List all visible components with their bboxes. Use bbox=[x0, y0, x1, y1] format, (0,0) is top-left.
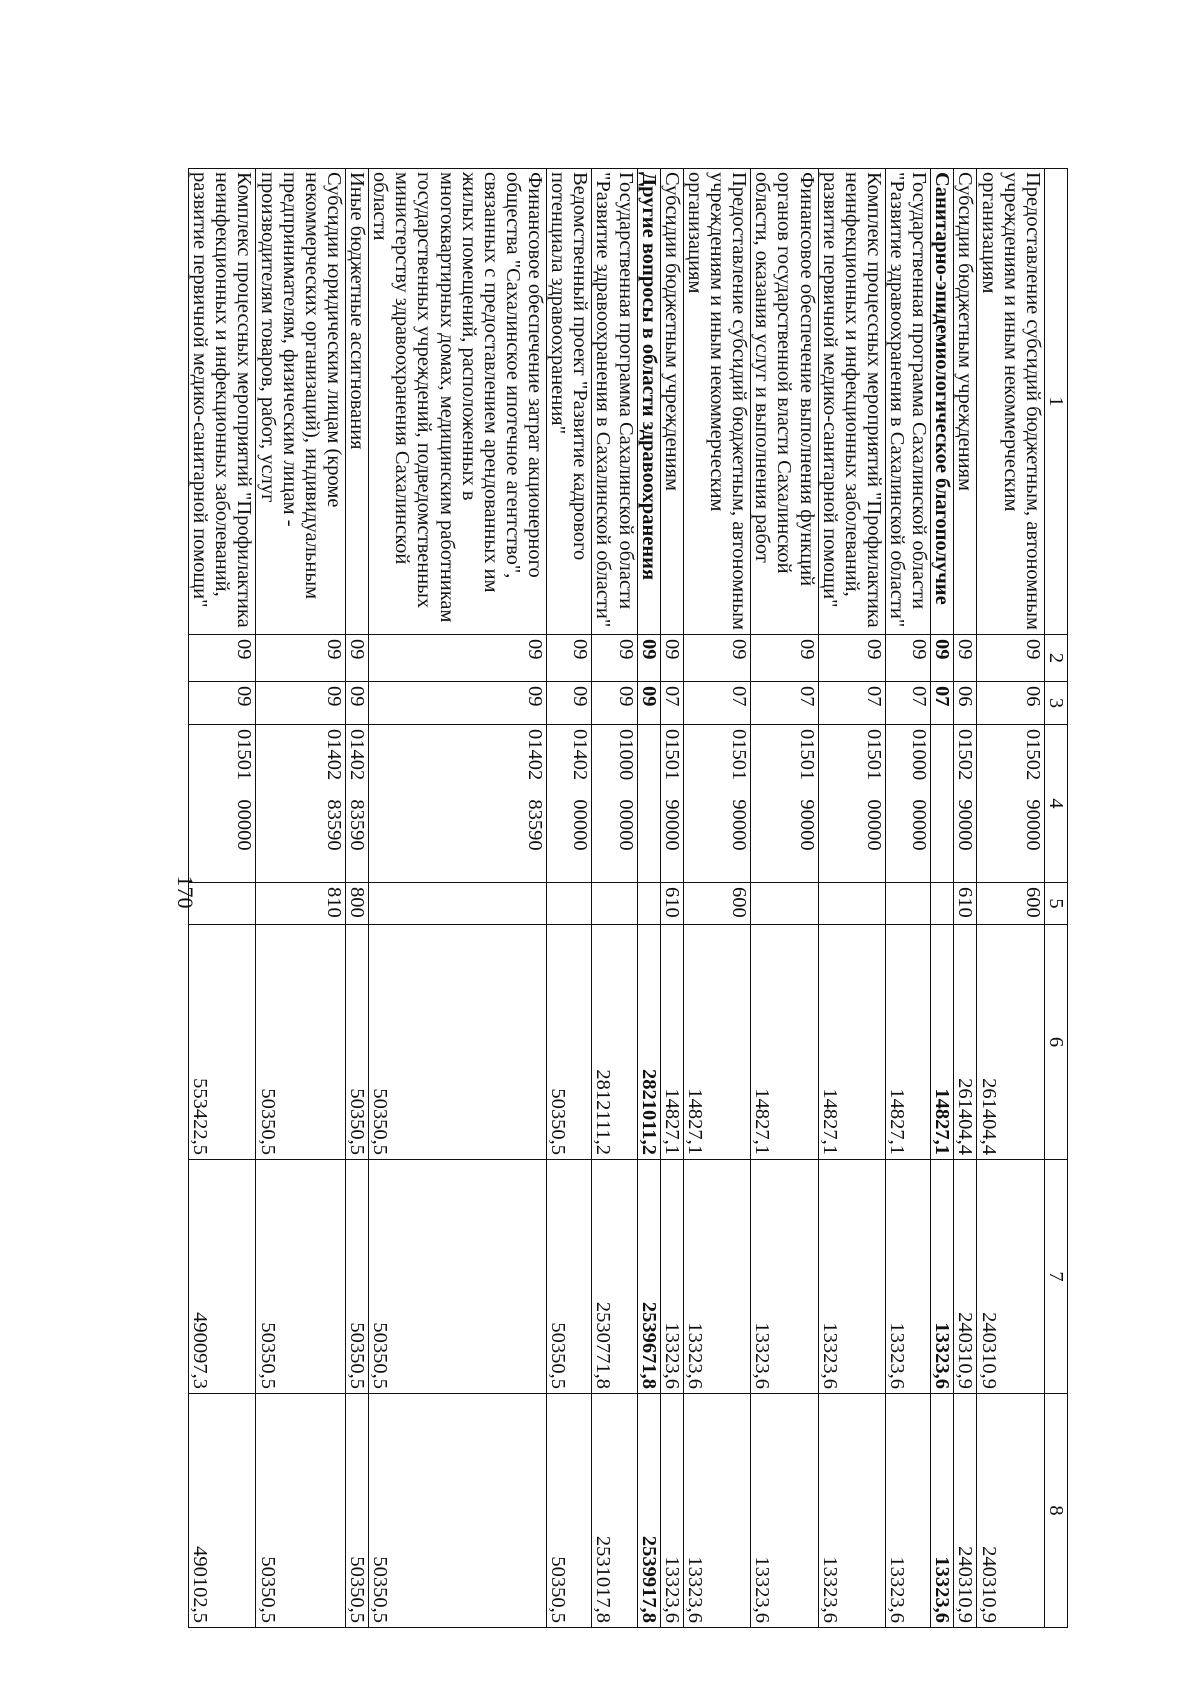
target-article-cell: 01402 83590 bbox=[369, 725, 547, 883]
expense-type-cell: 810 bbox=[256, 883, 346, 925]
page-number: 170 bbox=[173, 875, 198, 909]
row-name-cell: Финансовое обеспечение затрат акционерного общества "Сахалинское ипотечное агентство", связанных с предоставлением арендованных им жилых помещений, расположенных в многоквартирных домах, медицинским работникам государственных учреждений, подведомственных министерству здравоохранения Сахалинской области bbox=[369, 169, 547, 635]
subsection-code-cell: 09 bbox=[189, 682, 256, 725]
expense-type-cell: 610 bbox=[660, 883, 683, 925]
row-name-cell: Субсидии бюджетным учреждениям bbox=[660, 169, 683, 635]
amount-col8-cell: 13323,6 bbox=[660, 1394, 683, 1628]
expense-type-cell: 610 bbox=[954, 883, 977, 925]
amount-col8-cell: 50350,5 bbox=[369, 1394, 547, 1628]
section-code-cell: 09 bbox=[637, 635, 660, 682]
subsection-code-cell: 07 bbox=[886, 682, 931, 725]
column-header-3: 3 bbox=[1044, 682, 1067, 725]
row-name-cell: Комплекс процессных мероприятий "Профилактика неинфекционных и инфекционных заболеваний, развитие первичной медико-санитарной помощи" bbox=[818, 169, 885, 635]
target-article-cell: 01501 90000 bbox=[660, 725, 683, 883]
subsection-code-cell: 07 bbox=[660, 682, 683, 725]
amount-col7-cell: 13323,6 bbox=[751, 1160, 818, 1394]
row-name-cell: Предоставление субсидий бюджетным, автономным учреждениям и иным некоммерческим организациям bbox=[977, 169, 1044, 635]
subsection-code-cell: 07 bbox=[683, 682, 750, 725]
amount-col8-cell: 240310,9 bbox=[954, 1394, 977, 1628]
amount-col6-cell: 2821011,2 bbox=[637, 925, 660, 1160]
target-article-cell bbox=[931, 725, 954, 883]
target-article-cell: 01000 00000 bbox=[886, 725, 931, 883]
amount-col7-cell: 50350,5 bbox=[256, 1160, 346, 1394]
table-row bbox=[660, 169, 683, 1628]
amount-col6-cell: 14827,1 bbox=[660, 925, 683, 1160]
target-article-cell: 01402 83590 bbox=[346, 725, 369, 883]
subsection-code-cell: 09 bbox=[547, 682, 592, 725]
subsection-code-cell: 07 bbox=[751, 682, 818, 725]
amount-col8-cell: 240310,9 bbox=[977, 1394, 1044, 1628]
subsection-code-cell: 09 bbox=[637, 682, 660, 725]
expense-type-cell: 800 bbox=[346, 883, 369, 925]
budget-table bbox=[188, 168, 1068, 1628]
row-name-cell: Другие вопросы в области здравоохранения bbox=[637, 169, 660, 635]
amount-col6-cell: 50350,5 bbox=[369, 925, 547, 1160]
target-article-cell: 01402 00000 bbox=[547, 725, 592, 883]
amount-col8-cell: 2531017,8 bbox=[592, 1394, 637, 1628]
expense-type-cell bbox=[931, 883, 954, 925]
target-article-cell: 01502 90000 bbox=[977, 725, 1044, 883]
expense-type-cell bbox=[547, 883, 592, 925]
section-code-cell: 09 bbox=[818, 635, 885, 682]
table-header bbox=[1044, 169, 1067, 1628]
section-code-cell: 09 bbox=[547, 635, 592, 682]
subsection-code-cell: 09 bbox=[346, 682, 369, 725]
amount-col8-cell: 13323,6 bbox=[931, 1394, 954, 1628]
section-code-cell: 09 bbox=[592, 635, 637, 682]
section-code-cell: 09 bbox=[683, 635, 750, 682]
column-header-5: 5 bbox=[1044, 883, 1067, 925]
subsection-code-cell: 06 bbox=[977, 682, 1044, 725]
amount-col7-cell: 13323,6 bbox=[886, 1160, 931, 1394]
row-name-cell: Иные бюджетные ассигнования bbox=[346, 169, 369, 635]
row-name-cell: Предоставление субсидий бюджетным, автономным учреждениям и иным некоммерческим организациям bbox=[683, 169, 750, 635]
amount-col7-cell: 13323,6 bbox=[931, 1160, 954, 1394]
amount-col7-cell: 240310,9 bbox=[977, 1160, 1044, 1394]
amount-col7-cell: 2530771,8 bbox=[592, 1160, 637, 1394]
amount-col8-cell: 13323,6 bbox=[751, 1394, 818, 1628]
row-name-cell: Финансовое обеспечение выполнения функций органов государственной власти Сахалинской области, оказания услуг и выполнения работ bbox=[751, 169, 818, 635]
subsection-code-cell: 09 bbox=[592, 682, 637, 725]
column-header-8: 8 bbox=[1044, 1394, 1067, 1628]
subsection-code-cell: 09 bbox=[369, 682, 547, 725]
section-code-cell: 09 bbox=[256, 635, 346, 682]
expense-type-cell bbox=[751, 883, 818, 925]
table-row bbox=[954, 169, 977, 1628]
section-code-cell: 09 bbox=[954, 635, 977, 682]
target-article-cell: 01000 00000 bbox=[592, 725, 637, 883]
column-header-1: 1 bbox=[1044, 169, 1067, 635]
target-article-cell: 01501 00000 bbox=[818, 725, 885, 883]
amount-col6-cell: 50350,5 bbox=[346, 925, 369, 1160]
amount-col6-cell: 261404,4 bbox=[977, 925, 1044, 1160]
section-code-cell: 09 bbox=[369, 635, 547, 682]
expense-type-cell bbox=[886, 883, 931, 925]
table-row bbox=[751, 169, 818, 1628]
amount-col6-cell: 14827,1 bbox=[683, 925, 750, 1160]
section-code-cell: 09 bbox=[931, 635, 954, 682]
amount-col7-cell: 13323,6 bbox=[818, 1160, 885, 1394]
amount-col6-cell: 14827,1 bbox=[886, 925, 931, 1160]
column-header-4: 4 bbox=[1044, 725, 1067, 883]
amount-col8-cell: 13323,6 bbox=[886, 1394, 931, 1628]
section-code-cell: 09 bbox=[660, 635, 683, 682]
amount-col8-cell: 13323,6 bbox=[818, 1394, 885, 1628]
amount-col6-cell: 261404,4 bbox=[954, 925, 977, 1160]
header-row bbox=[1044, 169, 1067, 1628]
subsection-code-cell: 09 bbox=[256, 682, 346, 725]
table-body bbox=[189, 169, 1045, 1628]
target-article-cell: 01402 83590 bbox=[256, 725, 346, 883]
section-code-cell: 09 bbox=[886, 635, 931, 682]
section-code-cell: 09 bbox=[751, 635, 818, 682]
amount-col8-cell: 490102,5 bbox=[189, 1394, 256, 1628]
amount-col8-cell: 50350,5 bbox=[256, 1394, 346, 1628]
table-row bbox=[256, 169, 346, 1628]
target-article-cell: 01501 00000 bbox=[189, 725, 256, 883]
section-code-cell: 09 bbox=[977, 635, 1044, 682]
amount-col7-cell: 240310,9 bbox=[954, 1160, 977, 1394]
amount-col7-cell: 50350,5 bbox=[346, 1160, 369, 1394]
expense-type-cell bbox=[592, 883, 637, 925]
expense-type-cell bbox=[637, 883, 660, 925]
column-header-7: 7 bbox=[1044, 1160, 1067, 1394]
table-row bbox=[369, 169, 547, 1628]
amount-col6-cell: 14827,1 bbox=[751, 925, 818, 1160]
expense-type-cell: 600 bbox=[977, 883, 1044, 925]
section-code-cell: 09 bbox=[189, 635, 256, 682]
expense-type-cell: 600 bbox=[683, 883, 750, 925]
subsection-code-cell: 06 bbox=[954, 682, 977, 725]
row-name-cell: Субсидии юридическим лицам (кроме некоммерческих организаций), индивидуальным предпринимателям, физическим лицам - производителям товаров, работ, услуг bbox=[256, 169, 346, 635]
subsection-code-cell: 07 bbox=[931, 682, 954, 725]
amount-col6-cell: 50350,5 bbox=[256, 925, 346, 1160]
table-row bbox=[977, 169, 1044, 1628]
row-name-cell: Ведомственный проект "Развитие кадрового потенциала здравоохранения" bbox=[547, 169, 592, 635]
amount-col7-cell: 50350,5 bbox=[547, 1160, 592, 1394]
target-article-cell: 01501 90000 bbox=[751, 725, 818, 883]
target-article-cell: 01501 90000 bbox=[683, 725, 750, 883]
expense-type-cell bbox=[818, 883, 885, 925]
amount-col8-cell: 13323,6 bbox=[683, 1394, 750, 1628]
table-row bbox=[683, 169, 750, 1628]
table-row bbox=[547, 169, 592, 1628]
amount-col6-cell: 2812111,2 bbox=[592, 925, 637, 1160]
column-header-2: 2 bbox=[1044, 635, 1067, 682]
row-name-cell: Комплекс процессных мероприятий "Профилактика неинфекционных и инфекционных заболеваний, развитие первичной медико-санитарной помощи" bbox=[189, 169, 256, 635]
target-article-cell bbox=[637, 725, 660, 883]
amount-col7-cell: 50350,5 bbox=[369, 1160, 547, 1394]
table-row bbox=[189, 169, 256, 1628]
target-article-cell: 01502 90000 bbox=[954, 725, 977, 883]
subsection-code-cell: 07 bbox=[818, 682, 885, 725]
amount-col7-cell: 13323,6 bbox=[683, 1160, 750, 1394]
row-name-cell: Санитарно-эпидемиологическое благополучие bbox=[931, 169, 954, 635]
table-row bbox=[346, 169, 369, 1628]
amount-col6-cell: 553422,5 bbox=[189, 925, 256, 1160]
expense-type-cell bbox=[189, 883, 256, 925]
amount-col6-cell: 14827,1 bbox=[818, 925, 885, 1160]
table-row bbox=[931, 169, 954, 1628]
expense-type-cell bbox=[369, 883, 547, 925]
amount-col7-cell: 2539671,8 bbox=[637, 1160, 660, 1394]
amount-col7-cell: 490097,3 bbox=[189, 1160, 256, 1394]
row-name-cell: Субсидии бюджетным учреждениям bbox=[954, 169, 977, 635]
budget-table-rotated bbox=[186, 168, 1068, 1627]
table-row bbox=[637, 169, 660, 1628]
row-name-cell: Государственная программа Сахалинской области "Развитие здравоохранения в Сахалинской области" bbox=[592, 169, 637, 635]
amount-col6-cell: 14827,1 bbox=[931, 925, 954, 1160]
column-header-6: 6 bbox=[1044, 925, 1067, 1160]
row-name-cell: Государственная программа Сахалинской области "Развитие здравоохранения в Сахалинской области" bbox=[886, 169, 931, 635]
amount-col6-cell: 50350,5 bbox=[547, 925, 592, 1160]
amount-col8-cell: 50350,5 bbox=[346, 1394, 369, 1628]
table-row bbox=[886, 169, 931, 1628]
amount-col8-cell: 50350,5 bbox=[547, 1394, 592, 1628]
amount-col7-cell: 13323,6 bbox=[660, 1160, 683, 1394]
amount-col8-cell: 2539917,8 bbox=[637, 1394, 660, 1628]
table-row bbox=[818, 169, 885, 1628]
table-row bbox=[592, 169, 637, 1628]
section-code-cell: 09 bbox=[346, 635, 369, 682]
